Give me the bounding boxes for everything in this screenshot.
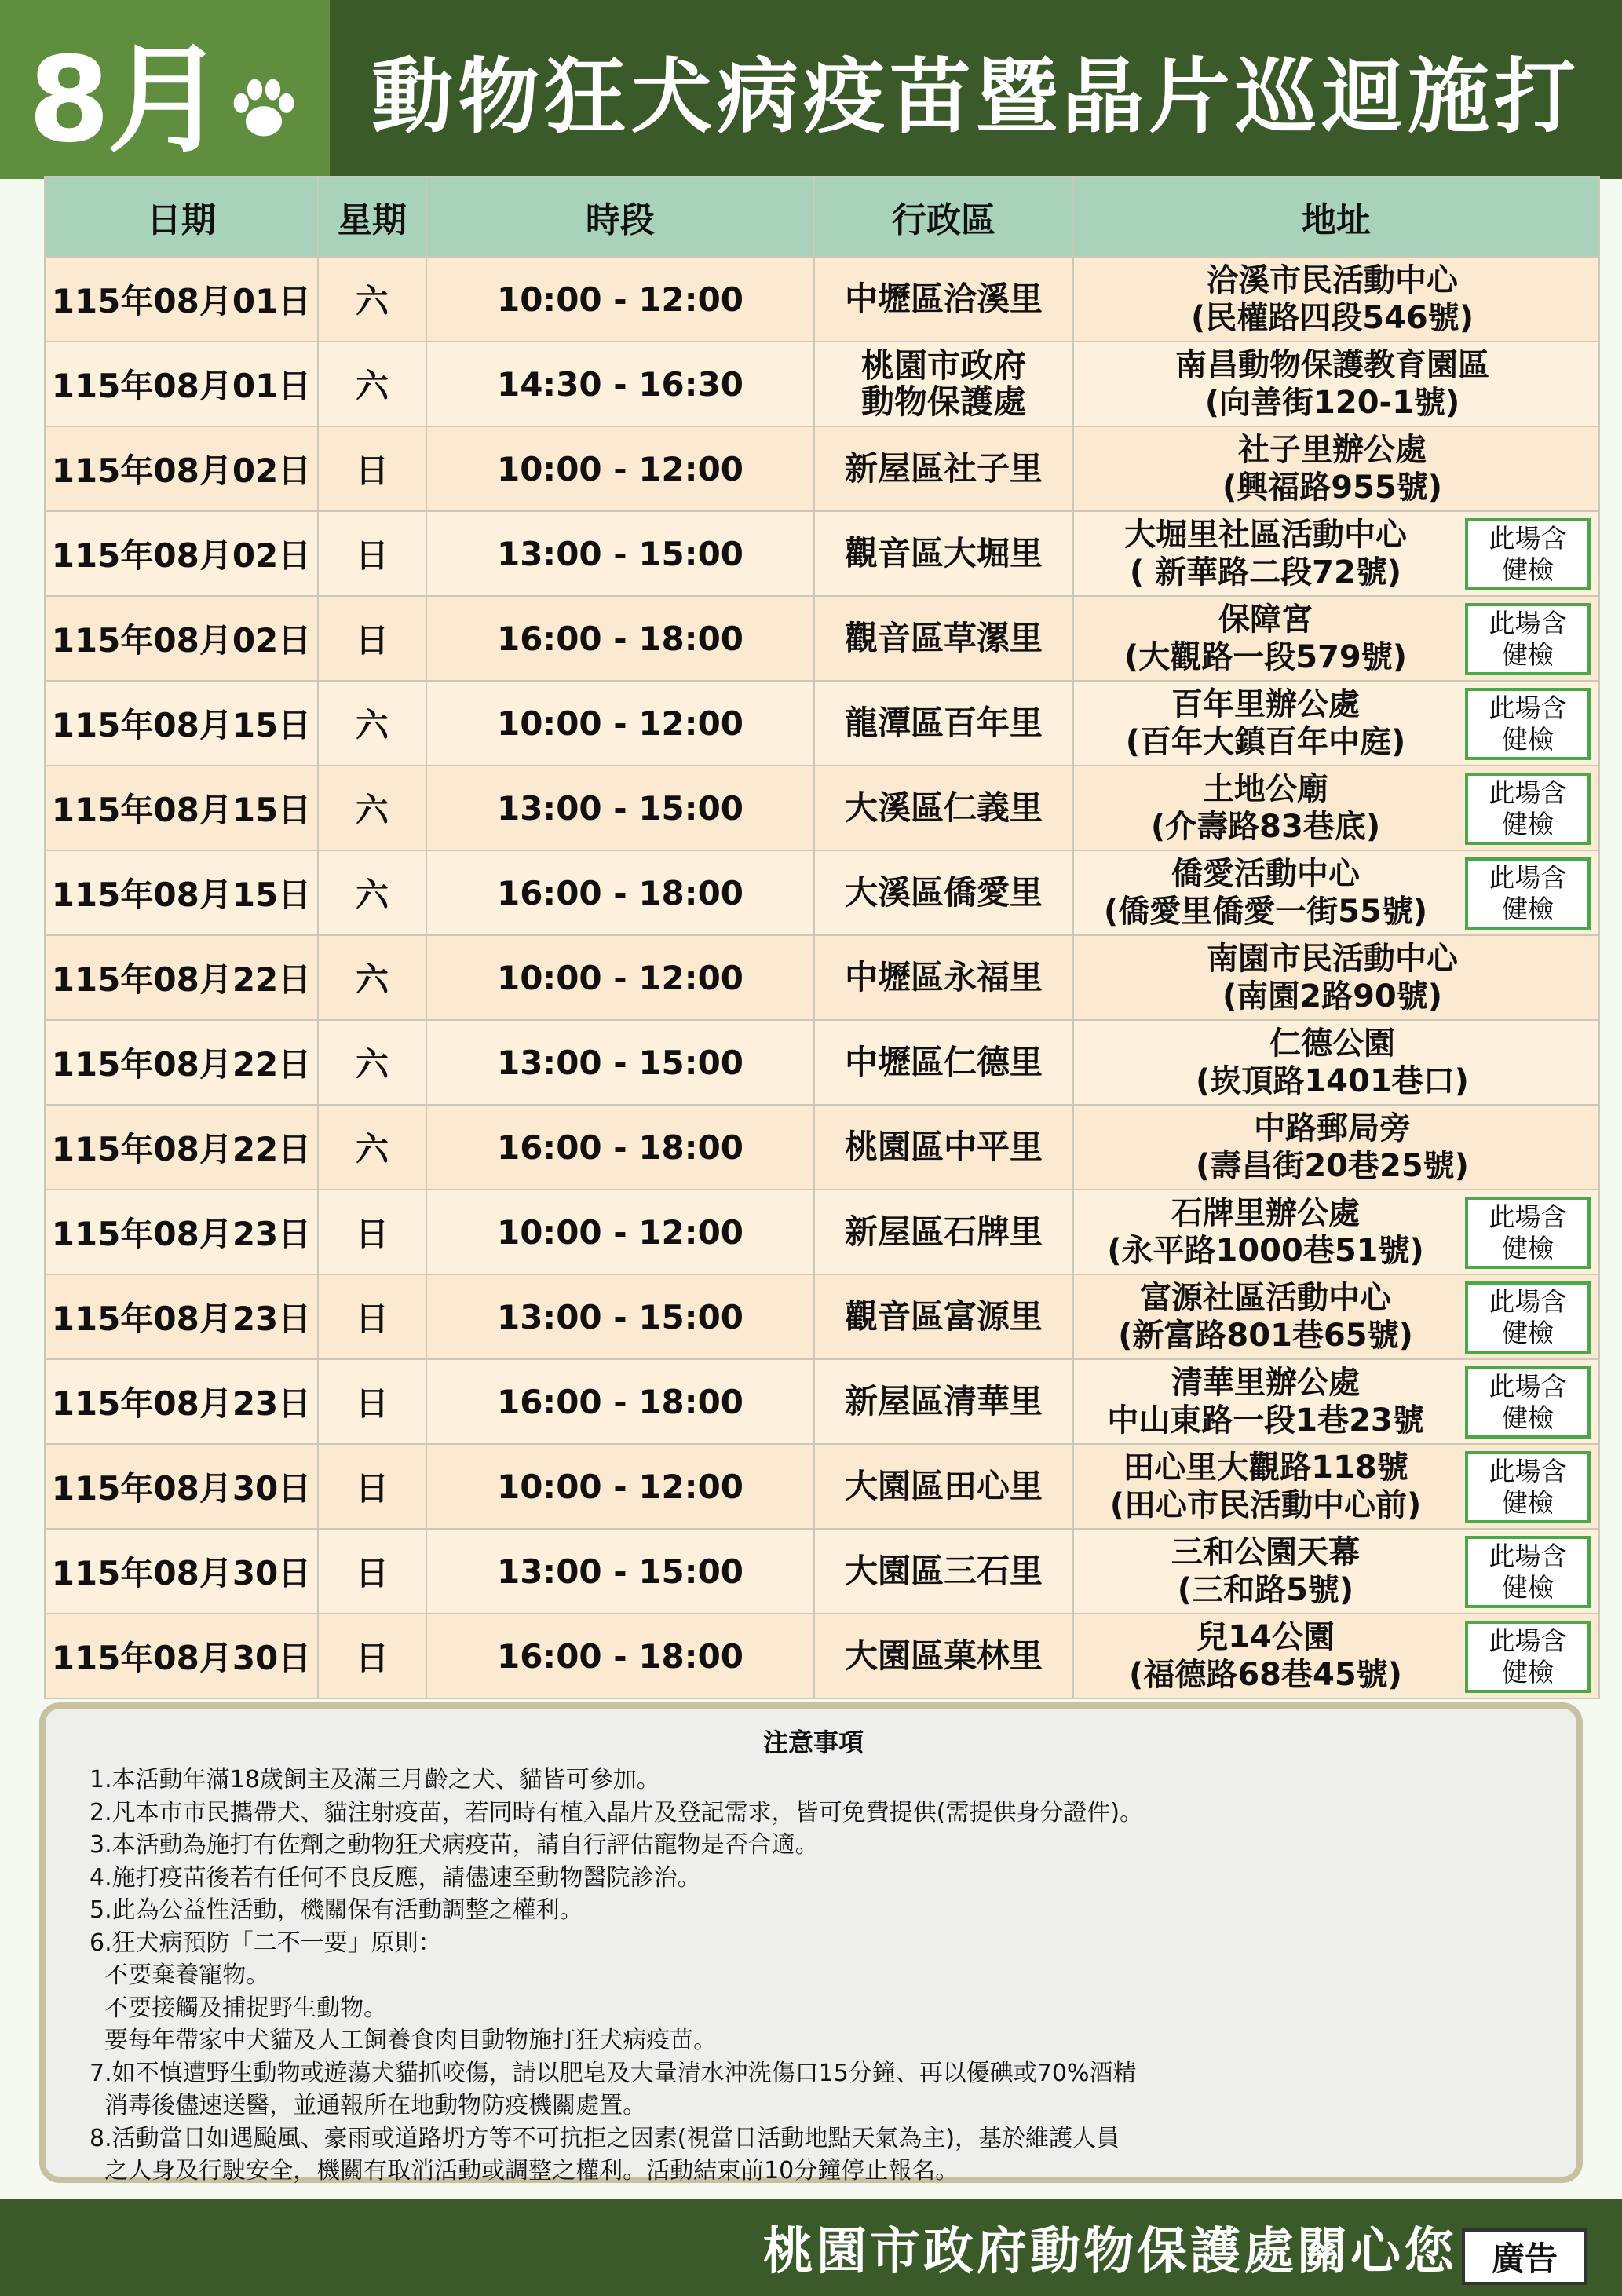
address-text	[1124, 516, 1407, 591]
district-line: 大溪區僑愛里	[844, 873, 1043, 912]
address-venue: 大堀里社區活動中心	[1124, 517, 1407, 553]
cell-date: 115年08月02日	[45, 596, 318, 681]
address-venue: 南昌動物保護教育園區	[1175, 347, 1489, 383]
district-line: 新屋區石牌里	[844, 1212, 1043, 1251]
cell-address	[1073, 342, 1599, 426]
cell-address	[1073, 511, 1599, 596]
cell-date: 115年08月22日	[45, 1105, 318, 1190]
cell-time: 16:00 - 18:00	[426, 1614, 814, 1698]
address-text	[1196, 1025, 1469, 1100]
health-check-line1: 此場含	[1489, 1625, 1567, 1656]
cell-weekday: 日	[318, 426, 426, 511]
address-street: (壽昌街20巷25號)	[1196, 1148, 1469, 1184]
health-check-line1: 此場含	[1489, 608, 1567, 638]
address-text	[1118, 1279, 1413, 1355]
cell-time: 16:00 - 18:00	[426, 850, 814, 935]
cell-weekday: 六	[318, 935, 426, 1020]
cell-date: 115年08月30日	[45, 1614, 318, 1698]
cell-address	[1073, 850, 1599, 935]
address-venue: 中路郵局旁	[1253, 1110, 1411, 1146]
cell-date: 115年08月22日	[45, 1020, 318, 1105]
health-check-line1: 此場含	[1489, 777, 1567, 808]
month-badge	[0, 0, 330, 179]
health-check-badge	[1465, 1451, 1591, 1523]
address-street: (南園2路90號)	[1222, 978, 1443, 1015]
address-text	[1196, 1110, 1469, 1185]
address-street: ( 新華路二段72號)	[1129, 554, 1402, 590]
health-check-badge	[1465, 603, 1591, 675]
health-check-line2: 健檢	[1502, 1487, 1554, 1518]
cell-weekday: 六	[318, 850, 426, 935]
cell-district	[814, 935, 1073, 1020]
health-check-line2: 健檢	[1502, 809, 1554, 839]
address-venue: 兒14公園	[1196, 1619, 1335, 1655]
address-text	[1107, 1364, 1424, 1439]
district-line: 龍潭區百年里	[844, 704, 1043, 742]
column-header-district: 行政區	[814, 177, 1073, 257]
note-line: 7.如不慎遭野生動物或遊蕩犬貓抓咬傷，請以肥皂及大量清水沖洗傷口15分鐘、再以優碘或70%酒精	[90, 2059, 1137, 2087]
cell-weekday: 六	[318, 766, 426, 850]
cell-date: 115年08月23日	[45, 1359, 318, 1444]
address-venue: 石牌里辦公處	[1171, 1195, 1360, 1231]
cell-district	[814, 1020, 1073, 1105]
address-venue: 清華里辦公處	[1171, 1365, 1360, 1401]
district-line: 大園區田心里	[844, 1467, 1043, 1505]
cell-date: 115年08月15日	[45, 766, 318, 850]
address-street: (田心市民活動中心前)	[1109, 1487, 1422, 1523]
table-row	[45, 935, 1599, 1020]
address-text	[1222, 431, 1442, 506]
cell-date: 115年08月01日	[45, 342, 318, 426]
address-street: (向善街120-1號)	[1204, 385, 1460, 421]
note-line: 5.此為公益性活動，機關保有活動調整之權利。	[90, 1896, 583, 1924]
cell-weekday: 日	[318, 1444, 426, 1529]
table-row	[45, 1444, 1599, 1529]
note-line: 之人身及行駛安全，機關有取消活動或調整之權利。活動結束前10分鐘停止報名。	[90, 2157, 959, 2184]
cell-district	[814, 1274, 1073, 1359]
cell-date: 115年08月15日	[45, 850, 318, 935]
cell-weekday: 六	[318, 342, 426, 426]
cell-time: 10:00 - 12:00	[426, 1444, 814, 1529]
address-text	[1151, 770, 1380, 846]
address-text	[1171, 1534, 1360, 1609]
cell-time: 13:00 - 15:00	[426, 1274, 814, 1359]
address-text	[1175, 346, 1489, 422]
health-check-line2: 健檢	[1502, 894, 1554, 924]
table-row	[45, 1105, 1599, 1190]
address-venue: 田心里大觀路118號	[1123, 1450, 1408, 1486]
schedule-table	[44, 176, 1600, 1699]
cell-weekday: 日	[318, 1614, 426, 1698]
address-text	[1191, 261, 1474, 337]
address-venue: 南園市民活動中心	[1207, 941, 1458, 977]
cell-address	[1073, 1444, 1599, 1529]
cell-address	[1073, 681, 1599, 766]
page-title: 動物狂犬病疫苗暨晶片巡迴施打	[371, 49, 1580, 144]
column-header-time: 時段	[426, 177, 814, 257]
health-check-line1: 此場含	[1489, 1456, 1567, 1486]
health-check-line2: 健檢	[1502, 1233, 1554, 1263]
note-line: 8.活動當日如遇颱風、豪雨或道路坍方等不可抗拒之因素(視當日活動地點天氣為主)，基於維護人員	[90, 2124, 1120, 2152]
table-row	[45, 596, 1599, 681]
cell-time: 16:00 - 18:00	[426, 1359, 814, 1444]
cell-address	[1073, 1359, 1599, 1444]
cell-district	[814, 1190, 1073, 1274]
health-check-line2: 健檢	[1502, 1657, 1554, 1687]
cell-address	[1073, 1274, 1599, 1359]
footer-text: 桃園市政府動物保護處關心您	[763, 2223, 1457, 2281]
health-check-badge	[1465, 1281, 1591, 1354]
ad-label-badge: 廣告	[1462, 2228, 1587, 2285]
table-row	[45, 511, 1599, 596]
cell-weekday: 日	[318, 1274, 426, 1359]
cell-weekday: 日	[318, 1190, 426, 1274]
health-check-line2: 健檢	[1502, 1572, 1554, 1603]
note-line: 1.本活動年滿18歲飼主及滿三月齡之犬、貓皆可參加。	[90, 1766, 660, 1793]
table-header-row	[45, 177, 1599, 257]
cell-date: 115年08月22日	[45, 935, 318, 1020]
cell-weekday: 六	[318, 1020, 426, 1105]
address-text	[1107, 1194, 1424, 1270]
cell-date: 115年08月30日	[45, 1444, 318, 1529]
address-street: 中山東路一段1巷23號	[1107, 1402, 1424, 1439]
district-line: 中壢區洽溪里	[844, 280, 1043, 318]
health-check-badge	[1465, 773, 1591, 845]
cell-date: 115年08月30日	[45, 1529, 318, 1614]
schedule-table-wrap	[44, 176, 1598, 1699]
cell-address	[1073, 766, 1599, 850]
address-street: (新富路801巷65號)	[1118, 1318, 1413, 1354]
cell-weekday: 六	[318, 257, 426, 342]
address-street: (介壽路83巷底)	[1150, 809, 1381, 845]
health-check-line2: 健檢	[1502, 1402, 1554, 1433]
note-line: 4.施打疫苗後若有任何不良反應，請儘速至動物醫院診治。	[90, 1863, 701, 1892]
table-row	[45, 850, 1599, 935]
note-line: 3.本活動為施打有佐劑之動物狂犬病疫苗，請自行評估寵物是否合適。	[90, 1831, 819, 1859]
address-text	[1126, 686, 1406, 761]
health-check-badge	[1465, 1621, 1591, 1693]
table-row	[45, 342, 1599, 426]
address-venue: 保障宮	[1218, 601, 1313, 638]
health-check-line2: 健檢	[1502, 554, 1554, 585]
address-venue: 三和公園天幕	[1171, 1534, 1360, 1570]
district-line: 觀音區大堀里	[844, 534, 1043, 572]
district-line: 大園區三石里	[844, 1552, 1043, 1590]
health-check-line1: 此場含	[1489, 1541, 1567, 1571]
cell-address	[1073, 1020, 1599, 1105]
address-street: (百年大鎮百年中庭)	[1125, 724, 1406, 760]
cell-weekday: 日	[318, 1529, 426, 1614]
notes-title: 注意事項	[762, 1727, 864, 1757]
address-street: (民權路四段546號)	[1190, 300, 1474, 336]
cell-district	[814, 1614, 1073, 1698]
health-check-line1: 此場含	[1489, 1201, 1567, 1232]
cell-weekday: 六	[318, 681, 426, 766]
table-row	[45, 1359, 1599, 1444]
cell-district	[814, 1444, 1073, 1529]
health-check-badge	[1465, 518, 1591, 590]
address-street: (永平路1000巷51號)	[1107, 1233, 1424, 1269]
column-header-address: 地址	[1073, 177, 1599, 257]
cell-time: 16:00 - 18:00	[426, 1105, 814, 1190]
address-venue: 僑愛活動中心	[1171, 856, 1360, 892]
district-line: 新屋區清華里	[844, 1382, 1043, 1420]
address-venue: 社子里辦公處	[1238, 432, 1427, 468]
table-row	[45, 766, 1599, 850]
column-header-weekday: 星期	[318, 177, 426, 257]
cell-address	[1073, 596, 1599, 681]
address-venue: 百年里辦公處	[1171, 686, 1360, 722]
month-label: 8月	[27, 32, 222, 169]
cell-weekday: 日	[318, 511, 426, 596]
district-line: 桃園區中平里	[844, 1128, 1043, 1166]
page-footer	[0, 2199, 1622, 2296]
health-check-line2: 健檢	[1502, 639, 1554, 670]
cell-district	[814, 850, 1073, 935]
district-line: 動物保護處	[860, 382, 1026, 421]
table-row	[45, 1529, 1599, 1614]
cell-address	[1073, 1614, 1599, 1698]
table-row	[45, 426, 1599, 511]
address-text	[1110, 1449, 1422, 1524]
cell-date: 115年08月02日	[45, 511, 318, 596]
note-line: 消毒後儘速送醫，並通報所在地動物防疫機關處置。	[90, 2092, 647, 2119]
health-check-line1: 此場含	[1489, 523, 1567, 554]
table-row	[45, 1614, 1599, 1698]
cell-date: 115年08月23日	[45, 1274, 318, 1359]
cell-district	[814, 596, 1073, 681]
note-line: 6.狂犬病預防「二不一要」原則：	[90, 1929, 442, 1957]
district-line: 新屋區社子里	[844, 449, 1043, 488]
cell-address	[1073, 1529, 1599, 1614]
note-line: 不要棄養寵物。	[90, 1961, 270, 1989]
address-text	[1104, 855, 1427, 930]
cell-district	[814, 1105, 1073, 1190]
health-check-badge	[1465, 688, 1591, 760]
district-line: 大園區菓林里	[844, 1636, 1043, 1675]
note-line: 要每年帶家中犬貓及人工飼養食肉目動物施打狂犬病疫苗。	[90, 2027, 718, 2054]
table-row	[45, 1020, 1599, 1105]
address-street: (福德路68巷45號)	[1129, 1657, 1402, 1693]
cell-time: 13:00 - 15:00	[426, 1529, 814, 1614]
cell-district	[814, 511, 1073, 596]
cell-time: 10:00 - 12:00	[426, 681, 814, 766]
paw-icon	[226, 71, 301, 147]
table-row	[45, 257, 1599, 342]
note-line: 不要接觸及捕捉野生動物。	[90, 1994, 388, 2022]
cell-time: 16:00 - 18:00	[426, 596, 814, 681]
district-line: 觀音區富源里	[844, 1297, 1043, 1336]
cell-address	[1073, 1190, 1599, 1274]
cell-district	[814, 342, 1073, 426]
address-text	[1207, 940, 1458, 1015]
cell-district	[814, 681, 1073, 766]
notes-panel	[39, 1702, 1583, 2183]
health-check-badge	[1465, 1536, 1591, 1608]
schedule-table-body	[45, 257, 1599, 1698]
table-row	[45, 1190, 1599, 1274]
cell-district	[814, 426, 1073, 511]
cell-address	[1073, 257, 1599, 342]
address-text	[1124, 601, 1407, 676]
table-row	[45, 681, 1599, 766]
district-line: 中壢區仁德里	[844, 1043, 1043, 1081]
cell-time: 13:00 - 15:00	[426, 511, 814, 596]
address-venue: 仁德公園	[1269, 1026, 1395, 1062]
district-line: 桃園市政府	[860, 346, 1026, 385]
address-street: (興福路955號)	[1222, 470, 1443, 506]
cell-district	[814, 257, 1073, 342]
cell-weekday: 日	[318, 1359, 426, 1444]
cell-date: 115年08月15日	[45, 681, 318, 766]
table-row	[45, 1274, 1599, 1359]
cell-district	[814, 1359, 1073, 1444]
health-check-line2: 健檢	[1502, 724, 1554, 755]
cell-district	[814, 1529, 1073, 1614]
address-street: (僑愛里僑愛一街55號)	[1103, 894, 1428, 930]
address-street: (大觀路一段579號)	[1123, 639, 1408, 675]
cell-address	[1073, 426, 1599, 511]
cell-address	[1073, 1105, 1599, 1190]
address-street: (三和路5號)	[1177, 1572, 1354, 1608]
health-check-badge	[1465, 1366, 1591, 1439]
health-check-badge	[1465, 857, 1591, 930]
notes-list	[90, 1764, 1537, 2188]
health-check-line2: 健檢	[1502, 1318, 1554, 1348]
cell-time: 13:00 - 15:00	[426, 766, 814, 850]
health-check-line1: 此場含	[1489, 693, 1567, 723]
cell-time: 10:00 - 12:00	[426, 1190, 814, 1274]
cell-date: 115年08月23日	[45, 1190, 318, 1274]
cell-weekday: 六	[318, 1105, 426, 1190]
cell-address	[1073, 935, 1599, 1020]
cell-date: 115年08月02日	[45, 426, 318, 511]
district-line: 大溪區仁義里	[844, 788, 1043, 827]
cell-weekday: 日	[318, 596, 426, 681]
address-venue: 富源社區活動中心	[1139, 1280, 1391, 1316]
address-venue: 洽溪市民活動中心	[1207, 262, 1458, 298]
cell-time: 14:30 - 16:30	[426, 342, 814, 426]
note-line: 2.凡本市市民攜帶犬、貓注射疫苗，若同時有植入晶片及登記需求，皆可免費提供(需提供身分證件)。	[90, 1798, 1144, 1826]
cell-time: 10:00 - 12:00	[426, 426, 814, 511]
cell-time: 10:00 - 12:00	[426, 935, 814, 1020]
health-check-line1: 此場含	[1489, 862, 1567, 893]
column-header-date: 日期	[45, 177, 318, 257]
health-check-badge	[1465, 1197, 1591, 1269]
page-header	[0, 0, 1622, 179]
address-text	[1129, 1618, 1402, 1694]
cell-district	[814, 766, 1073, 850]
district-line: 中壢區永福里	[844, 958, 1043, 996]
address-street: (崁頂路1401巷口)	[1196, 1063, 1469, 1099]
cell-date: 115年08月01日	[45, 257, 318, 342]
address-venue: 土地公廟	[1202, 771, 1328, 807]
district-line: 觀音區草漯里	[844, 619, 1043, 657]
health-check-line1: 此場含	[1489, 1286, 1567, 1317]
cell-time: 10:00 - 12:00	[426, 257, 814, 342]
cell-time: 13:00 - 15:00	[426, 1020, 814, 1105]
health-check-line1: 此場含	[1489, 1371, 1567, 1402]
